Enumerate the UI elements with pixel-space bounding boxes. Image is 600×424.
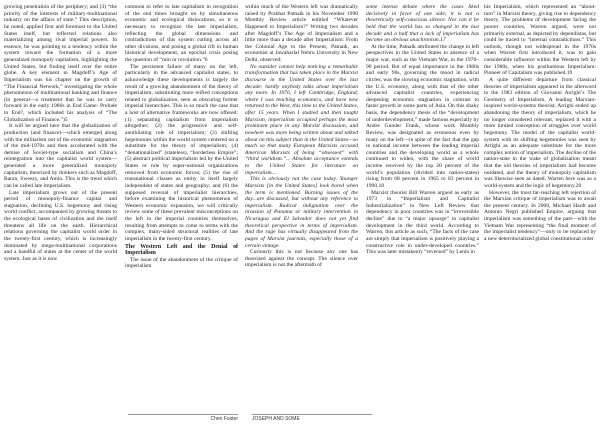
paragraph: A quite different departure from classical theories of imperialism appeared in the afterword to the 1983 edition of Giovanni Arrighi’s The Geometry of Imperialism. A leading Marxian-inspired world-systems theorist, Arrighi ended up abandoning the theory of imperialism, which he no longer considered relevant, replaced it with a more limited conception of struggles over world hegemony. The model of the capitalist world-system with its shifting hegemonies was seen by Arrighi as an adequate substitute for the more complex notion of imperialism. The decline of the nation-state in the wake of globalization meant that the old theories of imperialism had become outdated, and the theory of monopoly capitalism was likewise seen as dated. Warren here was as a world-system and the logic of hegemony.20 bbox=[484, 76, 596, 189]
paragraph: Late imperialism grows out of the present period of monopoly-finance capital and stagnation, declining U.S. hegemony and rising world conflict, accompanied by growing threats to the ecological bases of civilization and the itself threatens all life on the earth. Hierarchical relations governing the capitalist world order in the twenty-first century, which is increasingly dominated by mega-multinational corporations and a handful of states at the center of the world system. Just as it is now bbox=[4, 189, 117, 262]
paragraph: The persistent failure of many on the left, particularly in the advanced capitalist states, to acknowledge these developments is largely the result of a growing abandonment of the theory of imperialism, substituting more reified conceptions related to globalization, seen as obscuring former imperial hierarchies. This is so much the case that a host of alternative frameworks are now offered: (1) separating capitalism from imperialism altogether; (2) the progressive and self-annihilating role of imperialism; (3) shifting hegemonies within the world system centered on a substitute for the theory of imperialism; (4) “denationalized” (stateless), “borderless Empire”; (5) abstract political imperialism led by the United States or rule by super-national organizations removed from economic forces; (5) the rise of transnational classes as entity in itself largely independent of states and geography; and (6) the supposed reversal of imperialist hierarchies, before examining the historical phenomenon of Western economic expansion, we will critically review some of these prevalent misconceptions on the left in the imperial countries themselves, resulting from attempts to come to terms with the complex, many-sided structural realities of late imperialism in the twenty-first century. bbox=[125, 63, 238, 242]
text-column-1 bbox=[4, 4, 117, 412]
paragraph: growing penetration of the periphery; and (3) “the priority of the interests of military-multinational industry on the affairs of state.” This description, he noted, applied first and foremost to the United States itself, but reflected relations also materializing among rival imperial powers. In essence, he was pointing to a tendency within the system toward the formation of a more generalized monopoly capitalism, highlighting the United States, but finding itself over the entire globe. A key element in Magdoff’s Age of Imperialism was his chapter on the growth of “The Financial Network,” investigating the whole phenomenon of multinational banking and finance (in general—a treatment that he was to carry forward in the early 1980s in End Game: Prelude to End?, which included his analysis of “The Globalization of Finance.”)5 bbox=[4, 4, 117, 123]
paragraph: common to refer to late capitalism in recognition of the end times brought on by simultaneous economic and ecological dislocations, so it is necessary to recognize the late imperialism, reflecting the global dimensions and contradictions of this system cutting across all other divisions, and posing a global rift in human historical development, an epochal crisis posing the question of “ruin or revolution.”6 bbox=[125, 4, 238, 63]
paragraph: within much of the Western left was dramatically raised by Prabhat Patnaik in his November 1990 Monthly Review article entitled “Whatever Happened to Imperialism?” Writing two decades after Magdoff’s The Age of Imperialism and a little more than a decade after Imperialism: From the Colonial Age to the Present, Patnaik, an economist at Jawaharlal Nehru University in New Delhi, observed: bbox=[245, 4, 358, 63]
paragraph: his Imperialism, which represented an “about-turn” in Marxist theory, giving rise to dependency theory. The problems of development facing the poorer countries, Warren argued, were not primarily external, as depicted by dependistas, but could be traced to “internal contradictions.” This outlook, though not widespread in the 1970s when Warren first introduced it, was to gain considerable influence within the Western left by the 1980s, when his posthumous Imperialism: Pioneer of Capitalism was published.19 bbox=[484, 4, 596, 77]
paragraph: It will be argued here that the globalization of production (and finance)—which emerged along with the militarism out of the economic stagnation of the mid-1970s and then accelerated with the demise of Soviet-type socialism and China’s reintegration into the capitalist world system—generated a more generalized monopoly capitalism, theorized by thinkers such as Magdoff, Baran, Sweezy, and Amin. This is the trend which can be called late imperialism. bbox=[4, 123, 117, 189]
paragraph: Marxist theorist Bill Warren argued as early as 1973 in “Imperialism and Capitalist Industrialization” in New Left Review that dependency in poor countries was in “irreversible decline” due to “a major upsurge” in capitalist development in the third world. According to Warren, this article as such, “The facts of the case are simply that imperialism is positively playing a constructive role in under-developed countries.” This was later mistakenly “reversed” by Lenin in bbox=[366, 189, 479, 256]
footer-right: JOSEPH AND SOME bbox=[252, 414, 372, 424]
text-column-2 bbox=[125, 4, 238, 412]
paragraph: However, the most far-reaching left rejection of the Marxian critique of imperialism was to await the present century. In 2000, Michael Hardt and Antonio Negri published Empire, arguing that imperialism was something of the past—with the Vietnam War representing “the final moment of the imperialist tendency”—only to be replaced by a new deterritorialized global constitutional order bbox=[484, 189, 596, 242]
section-heading: The Western Left and the Denial of Imperialism bbox=[125, 243, 238, 257]
block-quote: some intense debate where the cases liked decisively in favor of one side; it is not a theoretically self-conscious silence. Nor can it be held that the world has so changed in the last decade and a half that a lack of imperialism has become an obvious anachronism.17 bbox=[366, 4, 479, 44]
paragraph: Curiously this is not because any one has theorized against the concept. The silence over imperialism is not the aftermath of bbox=[245, 249, 358, 269]
block-quote: This is obviously not the case today. Younger Marxists [in the United States] look bored when the term is mentioned. Burning issues of the day...are discussed, but without any reference to imperialism. Radical indignation over the invasion of Panama or military intervention in Nicaragua and El Salvador does not yet find theoretical perspective in terms of imperialism. And the rage has virtually disappeared from the pages of Marxist journals, especially those of a certain vintage. bbox=[245, 176, 358, 249]
text-column-5 bbox=[484, 4, 596, 412]
text-column-4 bbox=[366, 4, 479, 412]
block-quote: No outsider cannot help noticing a remarkable transformation that has taken place in the Marxist discourse in the United States over the last decade: hardly anybody talks about imperialism any more. In 1976, I left Cambridge, England, where I was teaching economics, and have now returned to the West, this time to the United States, after 15 years. When I studied and then taught Marxism, imperialism occupied perhaps the most prominent place in any Marxist discussion, and nowhere was more being written about and talked about on this subject than in the United States—so much so that many European Marxists accused American Marxists of being “obsessed” with “third worldism.”... Absolute acceptance extends to the United States for literature on imperialism.... bbox=[245, 63, 358, 176]
paragraph: The issue of the abandonment of the critique of imperialism bbox=[125, 256, 238, 270]
paragraph: At the time, Patnaik attributed the change in left perspectives in the United States to absence of a major war, such as the Vietnam War, in the 1970–90 period. But of equal importance in the 1980s and early 90s, governing the mood in radical circles, was the slowing economic stagnation, with the U.S. economy, along with that of the other advanced capitalist countries, experiencing deepening economic stagnation in contrast to faster growth in some parts of Asia. On this shaky basis, the dependency thesis of the “development of underdevelopment,” made famous especially by Andre Gunder Frank, whose work Monthly Review, was designated as erroneous even by many on the left—in spite of the fact that the gap in national income between the leading imperial countries and the developing world as a whole continued to widen, with the share of world income received by the top 20 percent of the world’s population (divided into nation-states) rising from 68 percent in 1965 to 83 percent in 1990.18 bbox=[366, 43, 479, 189]
text-column-3 bbox=[245, 4, 358, 412]
footer-left: Chen Foster bbox=[128, 414, 238, 424]
